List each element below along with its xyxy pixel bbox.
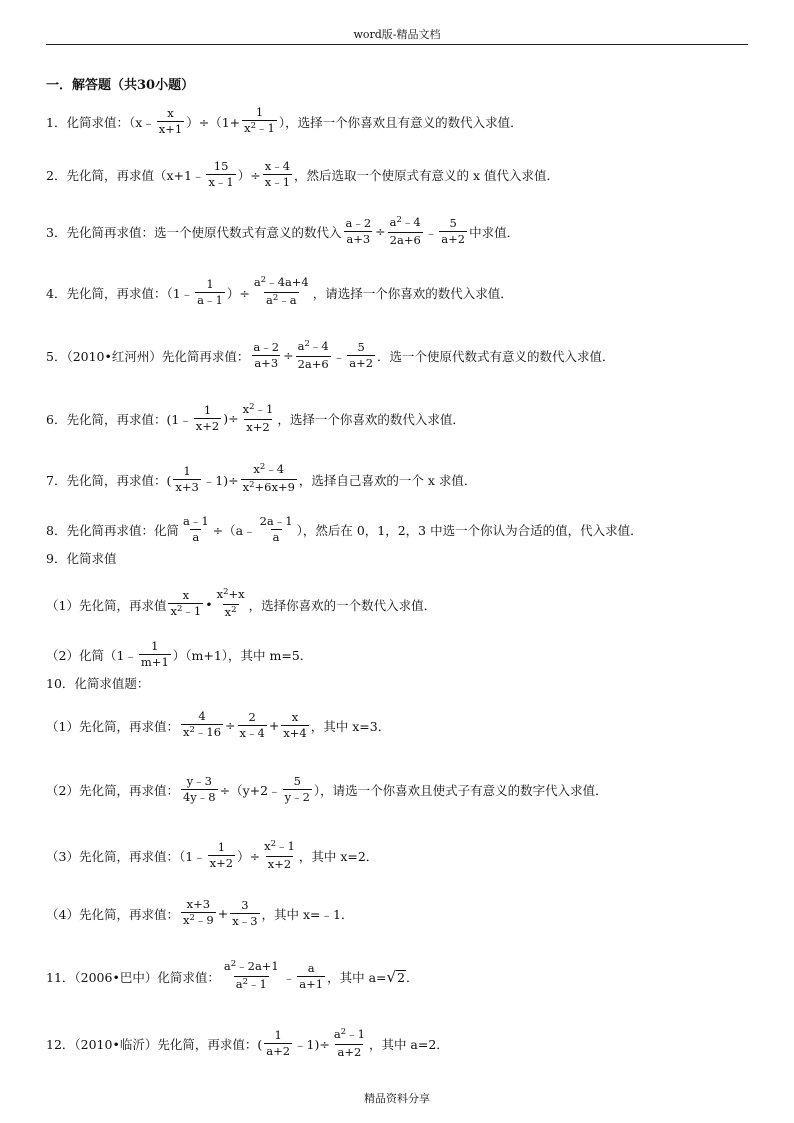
problem-line <box>46 549 116 567</box>
fraction <box>439 217 467 246</box>
problem-text: + <box>268 718 280 733</box>
fraction-denominator: $x^2﹣16$ <box>182 725 222 739</box>
problem-text: 9．化简求值 <box>46 551 117 566</box>
fraction-denominator: 4y﹣8 <box>182 790 216 804</box>
fraction-numerator: 2a﹣1 <box>259 514 293 528</box>
fraction <box>181 515 211 544</box>
problem-text: （1）先化简，再求值： <box>46 718 179 734</box>
fraction-numerator: $a^2﹣4$ <box>297 339 329 353</box>
fraction-denominator: a <box>192 530 200 544</box>
fraction <box>241 463 297 496</box>
problem-line <box>46 276 513 309</box>
problem-line <box>46 403 465 434</box>
problem-text: ÷ <box>375 224 386 239</box>
fraction-denominator: $x^2$ <box>224 605 237 619</box>
problem-text: ，其中 x=3． <box>310 718 391 734</box>
problem-text: ﹣1)÷ <box>202 472 239 488</box>
fraction-denominator: a﹣1 <box>197 293 223 307</box>
fraction-numerator: $x^2﹣1$ <box>242 402 274 416</box>
problem-text: ． <box>406 969 419 985</box>
problem-text: ，请选择一个你喜欢的数代入求值． <box>312 285 513 301</box>
fraction <box>181 898 216 929</box>
problem-line <box>46 710 390 741</box>
problem-text: 5．（2010•红河州）先化简再求值： <box>46 348 250 364</box>
page-footer: 精品资料分享 <box>364 1092 430 1105</box>
fraction-denominator: x﹣1 <box>208 175 234 189</box>
problem-line <box>46 840 378 871</box>
fraction <box>347 341 375 370</box>
fraction-denominator: x﹣3 <box>232 914 258 928</box>
fraction-numerator: x <box>182 588 190 602</box>
fraction-numerator: $a^2﹣4$ <box>389 215 421 229</box>
problem-text: ，其中 a=2． <box>368 1036 449 1052</box>
problem-text: )÷ <box>223 411 239 426</box>
fraction-denominator: a+3 <box>254 356 279 370</box>
fraction-denominator: m+1 <box>140 655 169 669</box>
problem-text: （2）化简（1﹣ <box>46 647 137 663</box>
problem-text: ．选一个使原代数式有意义的数代入求值． <box>377 348 615 364</box>
fraction <box>281 711 308 740</box>
problem-text: ﹣ <box>424 224 438 240</box>
problem-text: ﹣ <box>282 969 296 985</box>
fraction-denominator: 2a+6 <box>389 233 421 247</box>
fraction <box>297 962 325 991</box>
problem-text: ，选择你喜欢的一个数代入求值． <box>248 597 437 613</box>
fraction-denominator: y﹣2 <box>284 790 310 804</box>
fraction <box>194 404 221 433</box>
problem-text: 2．先化简，再求值（x+1﹣ <box>46 167 205 183</box>
fraction <box>242 106 277 137</box>
fraction-numerator: 1 <box>274 1028 282 1042</box>
problem-text: 10．化简求值题： <box>46 676 150 691</box>
fraction-denominator: a+1 <box>299 977 324 991</box>
fraction-denominator: x+3 <box>175 480 199 494</box>
problem-text: 3．先化简再求值：选一个使原代数式有意义的数代入 <box>46 224 342 240</box>
problem-text: ﹣ <box>332 348 346 364</box>
fraction-numerator: x <box>167 106 174 120</box>
fraction-numerator: 5 <box>449 216 457 230</box>
problem-line <box>46 960 419 993</box>
fraction <box>238 711 267 740</box>
fraction-numerator: 1 <box>217 840 226 854</box>
fraction-numerator: y﹣3 <box>186 774 212 788</box>
fraction <box>263 160 292 189</box>
fraction <box>168 589 203 620</box>
fraction <box>173 465 200 494</box>
fraction-numerator: 2 <box>248 710 256 724</box>
problem-line <box>46 106 523 137</box>
problem-text: ），然后在 0，1，2，3 中选一个你认为合适的值，代入求值． <box>296 522 643 538</box>
problem-text: ÷（a﹣ <box>212 522 256 538</box>
problem-text: 6．先化简，再求值：(1﹣ <box>46 411 192 427</box>
fraction-numerator: $x^2+x$ <box>216 587 245 601</box>
problem-line <box>46 515 643 544</box>
problem-text: ），选择一个你喜欢且有意义的数代入求值． <box>278 114 523 130</box>
fraction-numerator: 1 <box>183 464 191 478</box>
fraction-denominator: x+4 <box>283 726 307 740</box>
fraction-denominator: $a^2﹣1$ <box>235 977 267 991</box>
problem-text: 中求值． <box>469 224 520 240</box>
fraction <box>283 775 312 804</box>
fraction <box>181 710 223 741</box>
fraction-numerator: $x^2﹣4$ <box>253 462 285 476</box>
fraction-denominator: 2a+6 <box>297 357 329 371</box>
fraction-denominator: $x^2+6x+9$ <box>242 480 295 494</box>
fraction-numerator: 1 <box>255 105 264 119</box>
fraction-numerator: $x^2﹣1$ <box>264 839 295 853</box>
fraction-denominator: x+2 <box>267 857 292 871</box>
problem-line <box>46 160 559 189</box>
problem-text: ）÷ <box>237 167 261 183</box>
fraction <box>139 640 171 669</box>
fraction <box>230 899 259 928</box>
problem-line <box>46 898 353 929</box>
fraction-denominator: a+2 <box>266 1044 291 1058</box>
problem-text: ，其中 x=2． <box>298 848 379 864</box>
fraction <box>262 840 297 871</box>
fraction-denominator: x﹣4 <box>239 726 265 740</box>
fraction-numerator: a <box>307 961 315 975</box>
fraction-denominator: a <box>272 530 280 544</box>
fraction-denominator: a+2 <box>337 1045 362 1059</box>
problem-text: ）÷ <box>237 848 261 864</box>
problem-text: ）÷（1+ <box>186 114 241 130</box>
problem-text: （3）先化简，再求值：（1﹣ <box>46 848 206 864</box>
problem-line <box>46 775 608 804</box>
fraction-numerator: 15 <box>213 159 229 173</box>
fraction-denominator: a+3 <box>346 232 371 246</box>
fraction-numerator: $a^2﹣2a+1$ <box>223 959 279 973</box>
fraction-numerator: 3 <box>241 898 249 912</box>
problem-line <box>46 674 149 692</box>
fraction-numerator: 5 <box>293 774 301 788</box>
fraction-denominator: x+2 <box>209 856 234 870</box>
fraction-denominator: x+1 <box>158 122 183 136</box>
fraction <box>296 340 331 371</box>
fraction-denominator: x+2 <box>246 420 270 434</box>
fraction <box>206 160 235 189</box>
fraction-numerator: $a^2﹣1$ <box>333 1027 365 1041</box>
problem-text: ，其中 x=﹣1． <box>261 906 354 922</box>
problem-line <box>46 340 615 371</box>
problem-text: • <box>205 597 213 612</box>
fraction-denominator: a+2 <box>441 232 466 246</box>
problem-text: ）（m+1），其中 m=5． <box>172 647 313 663</box>
fraction-numerator: 1 <box>151 639 159 653</box>
problem-text: ﹣1)÷ <box>294 1036 330 1052</box>
fraction-numerator: x+3 <box>186 897 211 911</box>
problem-text: ，其中 a= <box>327 969 387 985</box>
fraction <box>252 276 311 309</box>
problem-line <box>46 216 519 247</box>
problem-text: ）÷ <box>226 285 250 301</box>
problem-line <box>46 463 476 496</box>
fraction-denominator: $x^2﹣1$ <box>170 604 202 618</box>
fraction-numerator: 4 <box>198 709 206 723</box>
problem-text: （2）先化简，再求值： <box>46 782 179 798</box>
fraction-denominator: a+2 <box>349 356 374 370</box>
problem-text: （4）先化简，再求值： <box>46 906 179 922</box>
fraction <box>264 1029 292 1058</box>
fraction-numerator: 5 <box>357 340 365 354</box>
fraction <box>332 1028 367 1059</box>
problem-text: ÷ <box>225 718 236 733</box>
fraction <box>208 841 235 870</box>
section-title: 一．解答题（共30小题） <box>46 78 195 93</box>
problem-line <box>46 588 436 621</box>
problem-line <box>46 640 312 669</box>
fraction-denominator: $x^2﹣9$ <box>182 913 214 927</box>
problem-text: ，选择自己喜欢的一个 x 求值． <box>298 472 477 488</box>
fraction-numerator: a﹣1 <box>182 514 209 528</box>
fraction <box>181 775 218 804</box>
problem-text: ，选择一个你喜欢的数代入求值． <box>277 411 465 427</box>
problem-text: 12．（2010•临沂）先化简，再求值：( <box>46 1036 263 1052</box>
fraction <box>195 278 225 307</box>
fraction-numerator: x﹣4 <box>264 159 291 173</box>
problem-text: ，然后选取一个使原式有意义的 x 值代入求值． <box>294 167 560 183</box>
problem-text: 4．先化简，再求值：（1﹣ <box>46 285 194 301</box>
fraction-numerator: a﹣2 <box>345 216 372 230</box>
fraction-denominator: $a^2﹣a$ <box>265 293 297 307</box>
fraction <box>251 341 281 370</box>
fraction-numerator: a﹣2 <box>253 340 280 354</box>
problem-text: 11．（2006•巴中）化简求值： <box>46 969 220 985</box>
fraction <box>241 403 276 434</box>
problem-text: + <box>217 906 229 921</box>
problem-text: 1．化简求值：（x﹣ <box>46 114 155 130</box>
fraction-numerator: 1 <box>206 277 214 291</box>
fraction <box>222 960 281 993</box>
fraction <box>343 217 373 246</box>
problem-text: ÷（y+2﹣ <box>219 782 281 798</box>
problem-text: 7．先化简，再求值：( <box>46 472 172 488</box>
fraction-numerator: x <box>291 710 299 724</box>
square-root: √ 2 <box>386 967 406 986</box>
fraction <box>157 107 184 136</box>
fraction-numerator: $a^2﹣4a+4$ <box>253 275 309 289</box>
fraction-denominator: x+2 <box>195 419 220 433</box>
fraction <box>258 515 295 544</box>
problem-text: （1）先化简，再求值 <box>46 597 167 613</box>
fraction-denominator: x﹣1 <box>264 175 291 189</box>
problem-text: ），请选一个你喜欢且使式子有意义的数字代入求值． <box>313 782 608 798</box>
fraction-numerator: 1 <box>203 403 212 417</box>
page-header: word版-精品文档 <box>46 28 748 45</box>
fraction-denominator: $x^2﹣1$ <box>244 121 275 135</box>
problem-text: ÷ <box>283 348 294 363</box>
problem-text: 8．先化简再求值：化简 <box>46 522 179 538</box>
problem-line <box>46 1028 449 1059</box>
fraction <box>388 216 423 247</box>
fraction <box>215 588 247 621</box>
